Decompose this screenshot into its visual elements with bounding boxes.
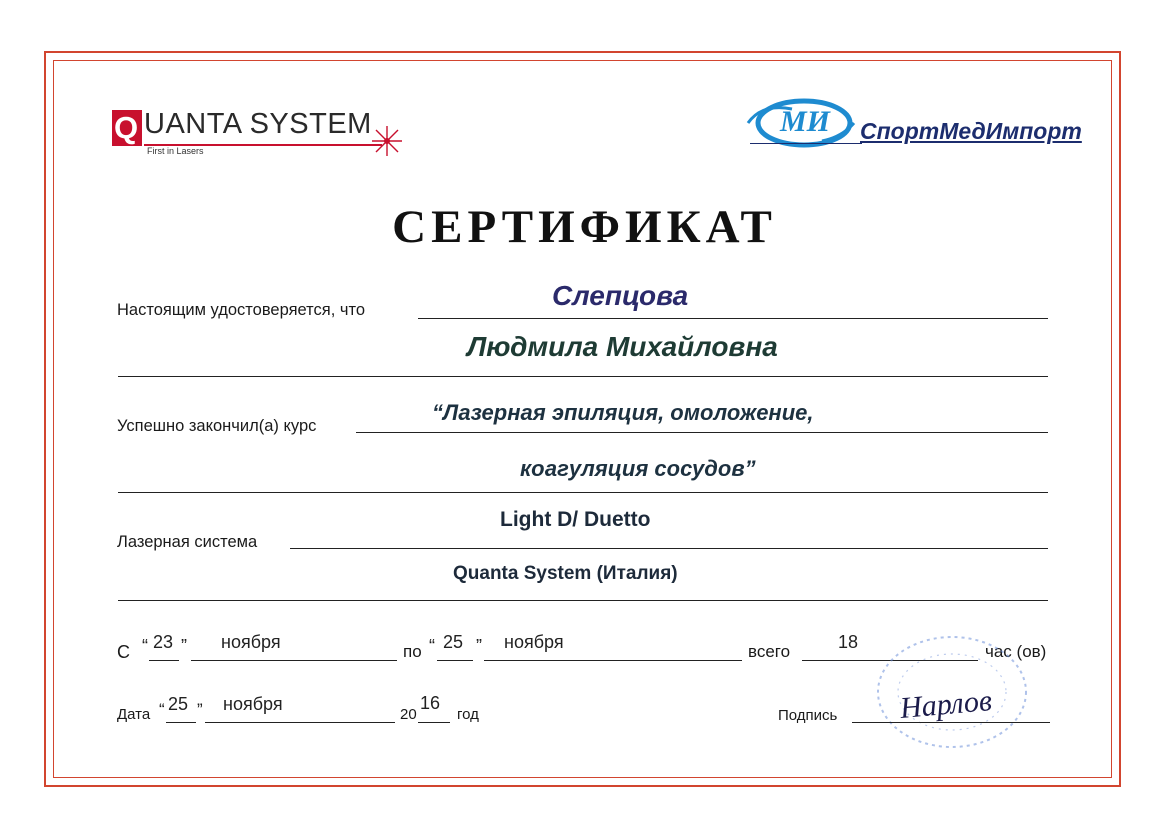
period-to-close-quote: ” <box>476 636 482 656</box>
certificate-title: СЕРТИФИКАТ <box>392 201 777 253</box>
date-label: Дата <box>117 706 151 723</box>
to-day-line <box>437 660 473 661</box>
date-year-line <box>418 722 450 723</box>
recipient-surname: Слепцова <box>552 280 689 311</box>
course-line-1 <box>356 432 1048 433</box>
from-day-line <box>149 660 179 661</box>
date-year-label: год <box>457 706 479 723</box>
smi-underline <box>750 143 862 144</box>
signature-handwriting: Нарлов <box>898 684 994 725</box>
date-year-suffix: 16 <box>420 693 441 713</box>
smi-name: СпортМедИмпорт <box>860 118 1082 144</box>
certify-label: Настоящим удостоверяется, что <box>117 301 366 319</box>
to-month: ноября <box>504 632 564 652</box>
course-line-2 <box>118 492 1048 493</box>
total-label: всего <box>748 642 791 661</box>
date-year-prefix: 20 <box>400 706 417 723</box>
laser-model: Light D/ Duetto <box>500 508 651 531</box>
period-to-label: по <box>403 642 422 661</box>
laser-maker: Quanta System (Италия) <box>453 563 678 584</box>
given-names-line <box>118 376 1048 377</box>
laser-maker-line <box>118 600 1048 601</box>
hours-unit: час (ов) <box>985 642 1047 661</box>
laser-star-icon <box>370 124 404 158</box>
quanta-name: UANTA SYSTEM <box>144 108 372 140</box>
signature-label: Подпись <box>778 707 838 724</box>
quanta-q-letter: Q <box>114 110 139 145</box>
sportmedimport-logo <box>742 93 1082 155</box>
laser-model-line <box>290 548 1048 549</box>
date-close-quote: ” <box>197 700 203 719</box>
laser-label: Лазерная система <box>117 533 258 551</box>
quanta-system-logo <box>112 108 402 160</box>
from-month: ноября <box>221 632 281 652</box>
period-to-open-quote: “ <box>429 636 435 656</box>
from-month-line <box>191 660 397 661</box>
to-month-line <box>484 660 742 661</box>
quanta-q-mark <box>112 110 142 146</box>
surname-line <box>418 318 1048 319</box>
quanta-tagline: First in Lasers <box>147 146 204 156</box>
course-name-line-1: “Лазерная эпиляция, омоложение, <box>432 400 814 425</box>
date-month-line <box>205 722 395 723</box>
date-month: ноября <box>223 694 283 714</box>
recipient-given-names: Людмила Михайловна <box>467 331 778 362</box>
period-from-open-quote: “ <box>142 636 148 656</box>
course-label: Успешно закончил(а) курс <box>117 417 317 435</box>
hours-value: 18 <box>838 632 859 652</box>
to-day: 25 <box>443 632 464 652</box>
smi-monogram: МИ <box>780 105 831 138</box>
signature-line <box>852 722 1050 723</box>
date-open-quote: “ <box>159 700 165 719</box>
from-day: 23 <box>153 632 174 652</box>
date-day-line <box>166 722 196 723</box>
date-day: 25 <box>168 694 189 714</box>
period-from-prefix: С <box>117 642 130 662</box>
course-name-line-2: коагуляция сосудов” <box>520 456 756 481</box>
period-from-close-quote: ” <box>181 636 187 656</box>
